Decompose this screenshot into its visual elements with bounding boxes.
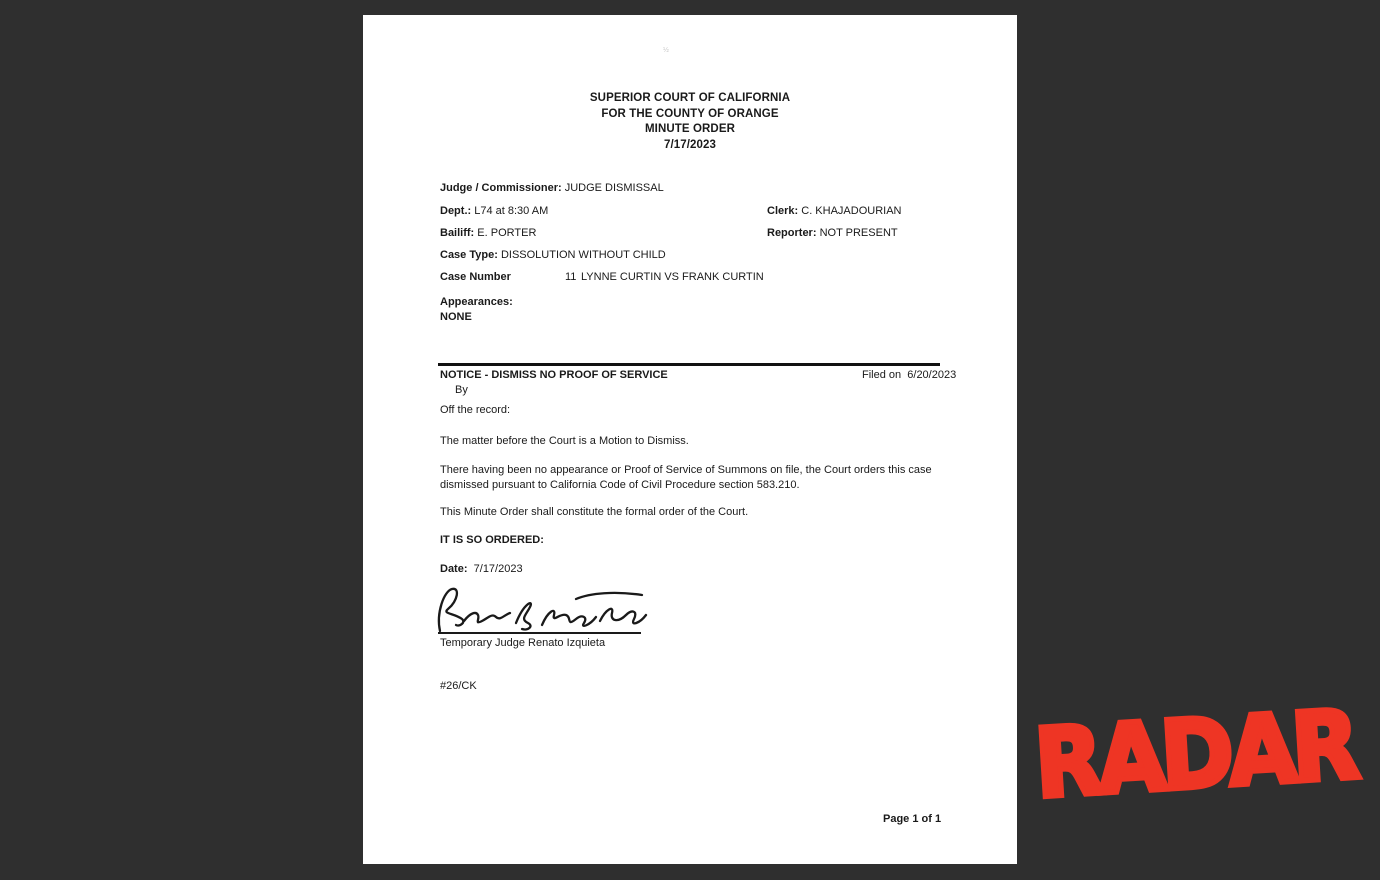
- bailiff-label: Bailiff:: [440, 227, 475, 239]
- appearances-value: NONE: [440, 311, 472, 323]
- dept-clerk-row: [440, 205, 945, 217]
- case-number-value: 11: [565, 271, 577, 283]
- case-type-row: [440, 249, 666, 261]
- case-type-label: Case Type:: [440, 249, 498, 261]
- scan-artifact: ½: [663, 47, 669, 54]
- body-paragraph-2: There having been no appearance or Proof of Service of Summons on file, the Court orders this case dismissed pursuant to California Code of Civil Procedure section 583.210.: [440, 464, 932, 491]
- filed-date: 6/20/2023: [907, 369, 957, 381]
- reporter-field: [767, 227, 898, 239]
- case-number-label: Case Number: [440, 271, 511, 283]
- so-ordered-line: IT IS SO ORDERED:: [440, 534, 544, 546]
- signature-line: [438, 632, 641, 634]
- by-line: By: [455, 384, 468, 396]
- appearances-block: [440, 295, 513, 325]
- bailiff-reporter-row: [440, 227, 945, 239]
- appearances-label: Appearances:: [440, 296, 513, 308]
- dept-value: L74 at 8:30 AM: [474, 205, 549, 217]
- clerk-value: C. KHAJADOURIAN: [801, 205, 902, 217]
- page-indicator: Page 1 of 1: [883, 813, 942, 825]
- filed-label: Filed on: [862, 369, 902, 381]
- dept-label: Dept.:: [440, 205, 472, 217]
- order-date-value: 7/17/2023: [473, 563, 523, 575]
- judge-value: JUDGE DISMISSAL: [564, 182, 664, 194]
- reporter-value: NOT PRESENT: [819, 227, 898, 239]
- judge-signature: [430, 583, 650, 638]
- body-paragraph-3: This Minute Order shall constitute the formal order of the Court.: [440, 506, 749, 518]
- notice-title: NOTICE - DISMISS NO PROOF OF SERVICE: [440, 369, 668, 381]
- section-divider: [438, 363, 940, 366]
- document-header: [363, 91, 1017, 153]
- clerk-reference: #26/CK: [440, 680, 477, 692]
- reporter-label: Reporter:: [767, 227, 817, 239]
- court-name: SUPERIOR COURT OF CALIFORNIA: [589, 92, 791, 104]
- body-paragraph-1: The matter before the Court is a Motion to Dismiss.: [440, 435, 689, 447]
- radar-watermark-logo: RADAR: [1031, 688, 1358, 820]
- order-date-row: [440, 563, 523, 575]
- signer-title: Temporary Judge Renato Izquieta: [440, 637, 606, 649]
- judge-label: Judge / Commissioner:: [440, 182, 562, 194]
- case-title: LYNNE CURTIN VS FRANK CURTIN: [581, 271, 764, 283]
- order-date-label: Date:: [440, 563, 468, 575]
- off-record-line: Off the record:: [440, 404, 511, 416]
- clerk-field: [767, 205, 902, 217]
- case-number-row: [440, 271, 764, 283]
- judge-row: [440, 182, 664, 194]
- filed-on: [862, 369, 956, 381]
- bailiff-value: E. PORTER: [477, 227, 537, 239]
- header-date: 7/17/2023: [663, 138, 717, 151]
- notice-row: [440, 369, 957, 381]
- court-county: FOR THE COUNTY OF ORANGE: [601, 107, 779, 120]
- case-type-value: DISSOLUTION WITHOUT CHILD: [500, 249, 666, 261]
- document-title: MINUTE ORDER: [644, 123, 735, 135]
- document-page: [363, 15, 1017, 864]
- clerk-label: Clerk:: [767, 205, 799, 217]
